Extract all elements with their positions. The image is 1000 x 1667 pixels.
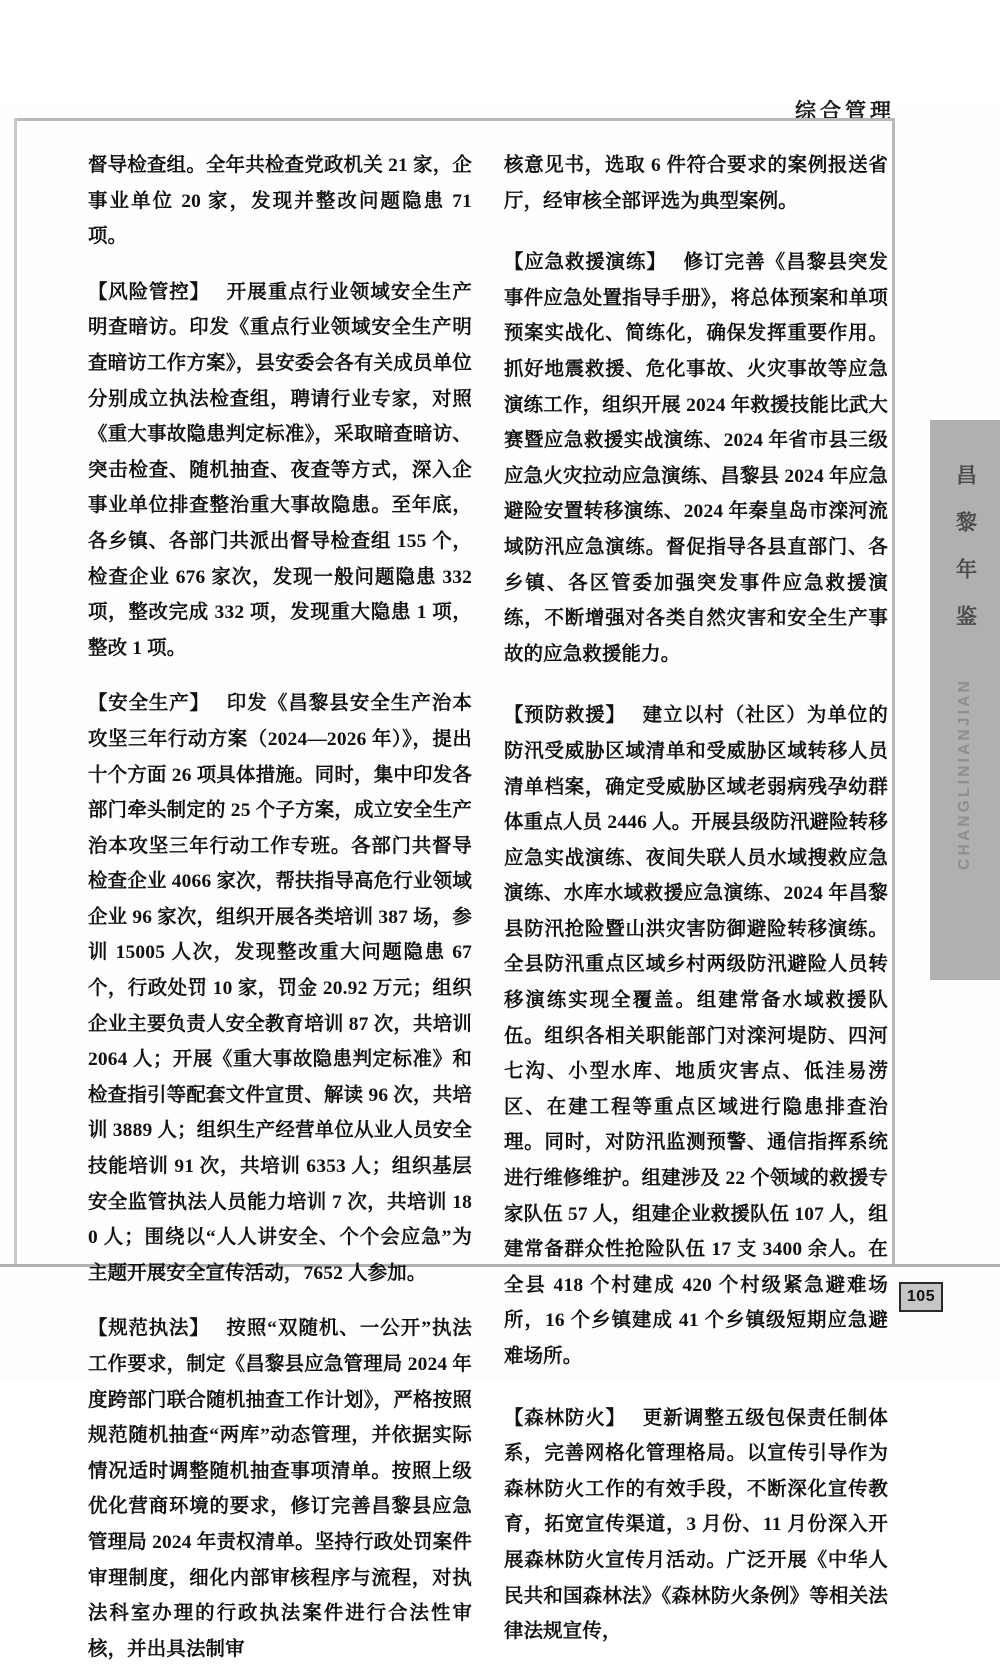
side-thumb-tab-content [930, 420, 1000, 980]
entry-title-law-enforcement: 【规范执法】 [88, 1317, 210, 1340]
paragraph-text: 督导检查组。全年共检查党政机关 21 家，企事业单位 20 家，发现并整改问题隐患 71 项。 [88, 155, 472, 248]
paragraph-text: 按照“双随机、一公开”执法工作要求，制定《昌黎县应急管理局 2024 年度跨部门联合随机抽查工作计划》，严格按照规范随机抽查“两库”动态管理，并依据实际情况适时调整随机抽查事项清单。按照上级优化营商环境的要求，修订完善昌黎县应急管理局 2024 年责权清单。坚持行政处罚案件审理制度，细化内部审核程序与流程，对执法科室办理的行政执法案件进行合法性审核，并出具法制审 [88, 1318, 472, 1660]
text-frame-left-rule [14, 118, 17, 1266]
paragraph-prevention-rescue [504, 698, 888, 1374]
paragraph-emergency-drill [504, 245, 888, 672]
paragraph-work-safety [88, 686, 472, 1291]
paragraph-text: 更新调整五级包保责任制体系，完善网格化管理格局。以宣传引导作为森林防火工作的有效手段，不断深化宣传教育，拓宽宣传渠道，3 月份、11 月份深入开展森林防火宣传月活动。广泛开展《中华人民共和国森林法》《森林防火条例》等相关法律法规宣传， [504, 1407, 889, 1643]
side-tab-pinyin-label: CHANGLINIANJIAN [956, 678, 974, 870]
entry-title-risk-control: 【风险管控】 [88, 280, 210, 303]
paragraph-continuation-right [504, 148, 888, 219]
paragraph-text: 核意见书，选取 6 件符合要求的案例报送省厅，经审核全部评选为典型案例。 [504, 155, 888, 212]
paragraph-continuation [88, 148, 472, 255]
page-number-badge: 105 [899, 1282, 943, 1312]
entry-title-prevention-rescue: 【预防救援】 [504, 704, 626, 727]
entry-title-emergency-drill: 【应急救援演练】 [504, 251, 667, 274]
side-tab-chinese-label: 昌黎年鉴 [953, 464, 977, 652]
two-column-body [88, 148, 889, 1660]
right-column [504, 148, 889, 1643]
paragraph-text: 印发《昌黎县安全生产治本攻坚三年行动方案（2024—2026 年）》，提出十个方面 26 项具体措施。同时，集中印发各部门牵头制定的 25 个子方案，成立安全生产治本攻坚三年行动工作专班。各部门共督导检查企业 4066 家次，帮扶指导高危行业领域企业 96 家次，组织开展各类培训 387 场，参训 15005 人次，发现整改重大问题隐患 67 个，行政处罚 10 家，罚金 20.92 万元；组织企业主要负责人安全教育培训 87 次，共培训 2064 人；开展《重大事故隐患判定标准》和检查指引等配套文件宣贯、解读 96 次，共培训 3889 人；组织生产经营单位从业人员安全技能培训 91 次，共培训 6353 人；组织基层安全监管执法人员能力培训 7 次，共培训 180 人；围绕以“人人讲安全、个个会应急”为主题开展安全宣传活动，7652 人参加。 [88, 693, 473, 1284]
entry-title-work-safety: 【安全生产】 [88, 692, 210, 715]
paragraph-text: 开展重点行业领域安全生产明查暗访。印发《重点行业领域安全生产明查暗访工作方案》，县安委会各有关成员单位分别成立执法检查组，聘请行业专家，对照《重大事故隐患判定标准》，采取暗查暗访、突击检查、随机抽查、夜查等方式，深入企事业单位排查整治重大事故隐患。至年底，各乡镇、各部门共派出督导检查组 155 个，检查企业 676 家次，发现一般问题隐患 332 项，整改完成 332 项，发现重大隐患 1 项，整改 1 项。 [88, 281, 473, 659]
paragraph-risk-control [88, 275, 472, 667]
paragraph-law-enforcement [88, 1311, 472, 1667]
entry-title-forest-fire: 【森林防火】 [504, 1406, 626, 1429]
running-head-title: 综合管理 [795, 100, 895, 123]
left-column [88, 148, 473, 1660]
side-thumb-tab [930, 420, 1000, 980]
paragraph-text: 建立以村（社区）为单位的防汛受威胁区域清单和受威胁区域转移人员清单档案，确定受威胁区域老弱病残孕幼群体重点人员 2446 人。开展县级防汛避险转移应急实战演练、夜间失联人员水域搜救应急演练、水库水域救援应急演练、2024 年昌黎县防汛抢险暨山洪灾害防御避险转移演练。全县防汛重点区域乡村两级防汛避险人员转移演练实现全覆盖。组建常备水域救援队伍。组织各相关职能部门对滦河堤防、四河七沟、小型水库、地质灾害点、低洼易涝区、在建工程等重点区域进行隐患排查治理。同时，对防汛监测预警、通信指挥系统进行维修维护。组建涉及 22 个领域的救援专家队伍 57 人，组建企业救援队伍 107 人，组建常备群众性抢险队伍 17 支 3400 余人。在全县 418 个村建成 420 个村级紧急避难场所，16 个乡镇建成 41 个乡镇级短期应急避难场所。 [504, 705, 889, 1367]
paragraph-forest-fire [504, 1401, 888, 1650]
paragraph-text: 修订完善《昌黎县突发事件应急处置指导手册》，将总体预案和单项预案实战化、简练化，确保发挥重要作用。抓好地震救援、危化事故、火灾事故等应急演练工作，组织开展 2024 年救援技能比武大赛暨应急救援实战演练、2024 年省市县三级应急火灾拉动应急演练、昌黎县 2024 年应急避险安置转移演练、2024 年秦皇岛市滦河流域防汛应急演练。督促指导各县直部门、各乡镇、各区管委加强突发事件应急救援演练，不断增强对各类自然灾害和安全生产事故的应急救援能力。 [504, 252, 889, 665]
